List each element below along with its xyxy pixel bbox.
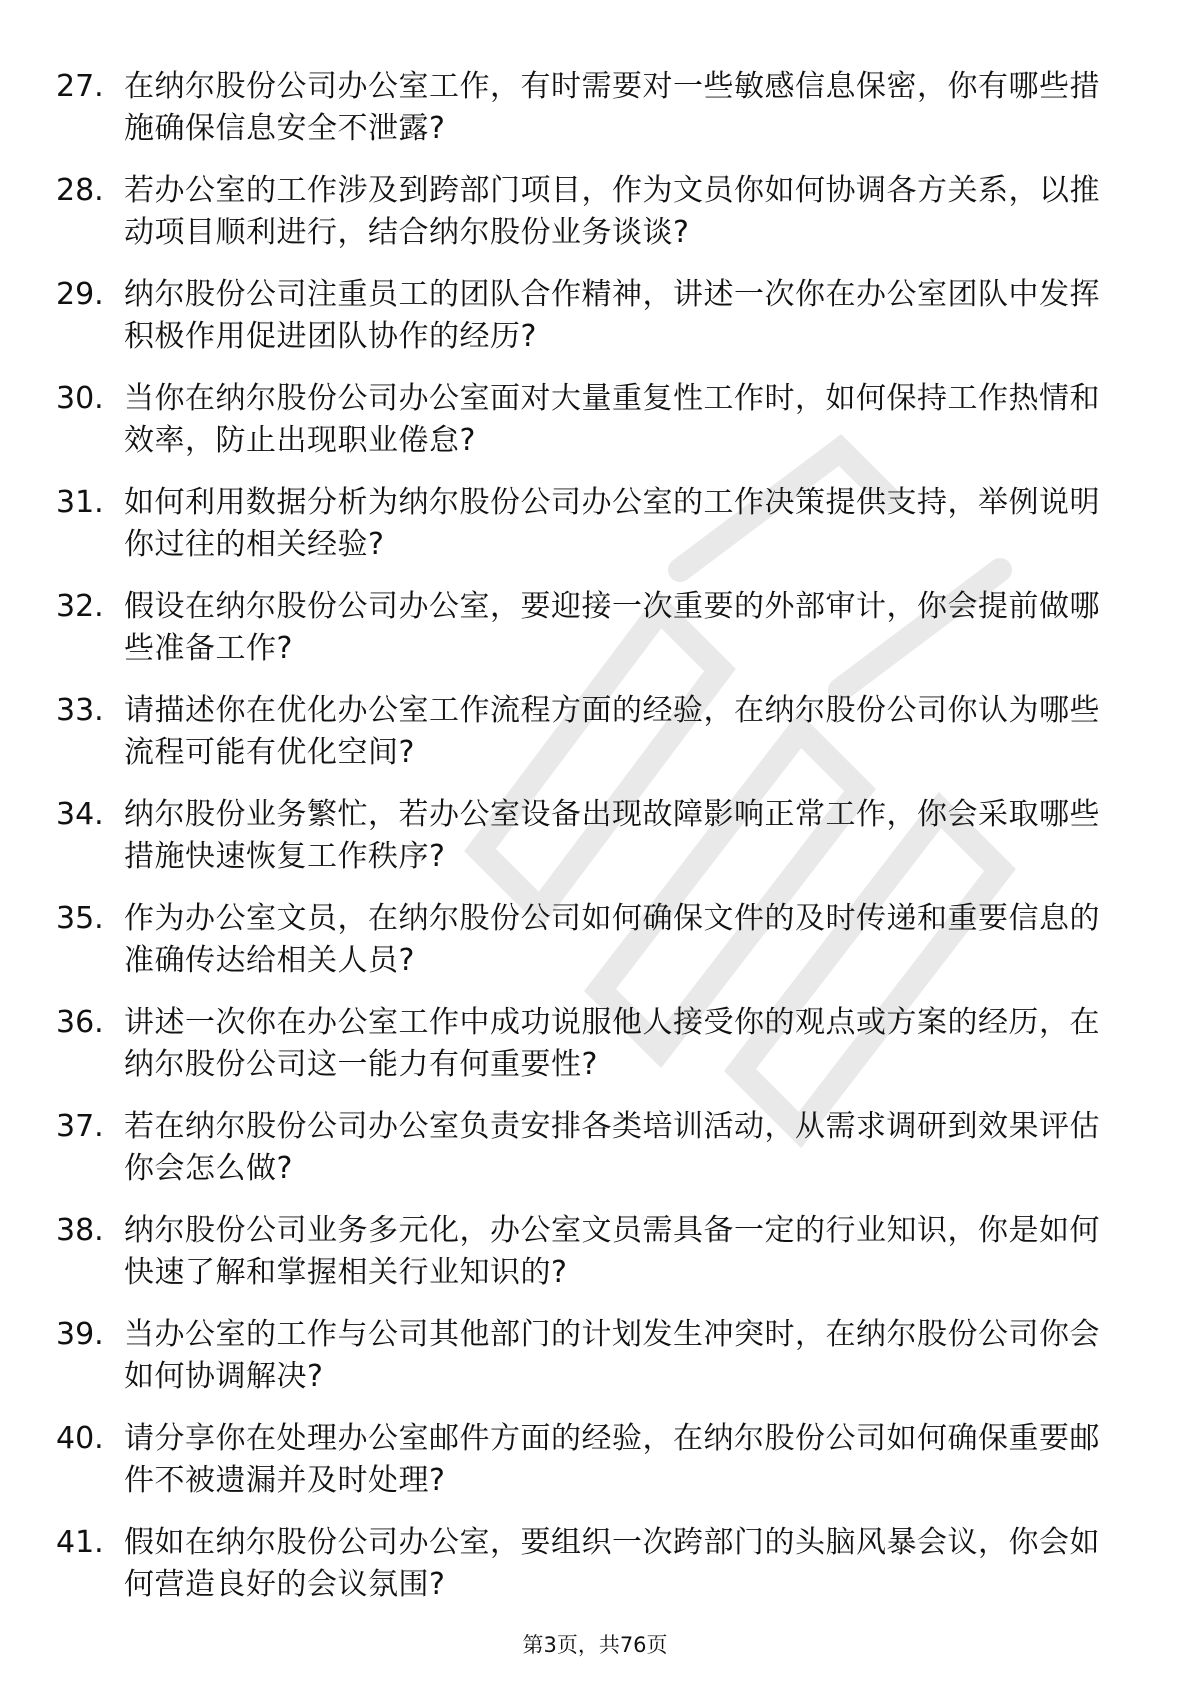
question-item: [56, 66, 1136, 170]
question-number: 32.: [56, 589, 104, 624]
question-item: [56, 1522, 1136, 1626]
question-number: 28.: [56, 173, 104, 208]
question-number: 41.: [56, 1525, 104, 1560]
page-number-text: 第3页，共76页: [522, 1633, 668, 1657]
question-item: [56, 794, 1136, 898]
question-number: 30.: [56, 381, 104, 416]
page-footer: [0, 1631, 1190, 1659]
question-number: 37.: [56, 1109, 104, 1144]
question-text: 在纳尔股份公司办公室工作，有时需要对一些敏感信息保密，你有哪些措施确保信息安全不泄露?: [124, 69, 1100, 146]
question-item: [56, 378, 1136, 482]
question-number: 27.: [56, 69, 104, 104]
question-item: [56, 1418, 1136, 1522]
question-text: 请分享你在处理办公室邮件方面的经验，在纳尔股份公司如何确保重要邮件不被遗漏并及时处理?: [124, 1421, 1100, 1498]
question-text: 如何利用数据分析为纳尔股份公司办公室的工作决策提供支持，举例说明你过往的相关经验?: [124, 485, 1100, 562]
question-number: 38.: [56, 1213, 104, 1248]
question-text: 作为办公室文员，在纳尔股份公司如何确保文件的及时传递和重要信息的准确传达给相关人员?: [124, 901, 1100, 978]
question-text: 若在纳尔股份公司办公室负责安排各类培训活动，从需求调研到效果评估你会怎么做?: [124, 1109, 1100, 1186]
question-text: 假设在纳尔股份公司办公室，要迎接一次重要的外部审计，你会提前做哪些准备工作?: [124, 589, 1100, 666]
question-number: 40.: [56, 1421, 104, 1456]
question-text: 假如在纳尔股份公司办公室，要组织一次跨部门的头脑风暴会议，你会如何营造良好的会议氛围?: [124, 1525, 1100, 1602]
question-item: [56, 1314, 1136, 1418]
question-number: 34.: [56, 797, 104, 832]
question-number: 31.: [56, 485, 104, 520]
question-text: 讲述一次你在办公室工作中成功说服他人接受你的观点或方案的经历，在纳尔股份公司这一能力有何重要性?: [124, 1005, 1100, 1082]
question-text: 纳尔股份公司业务多元化，办公室文员需具备一定的行业知识，你是如何快速了解和掌握相关行业知识的?: [124, 1213, 1100, 1290]
question-item: [56, 1106, 1136, 1210]
question-item: [56, 690, 1136, 794]
question-item: [56, 586, 1136, 690]
question-text: 当办公室的工作与公司其他部门的计划发生冲突时，在纳尔股份公司你会如何协调解决?: [124, 1317, 1100, 1394]
question-number: 33.: [56, 693, 104, 728]
question-text: 当你在纳尔股份公司办公室面对大量重复性工作时，如何保持工作热情和效率，防止出现职业倦怠?: [124, 381, 1100, 458]
question-item: [56, 482, 1136, 586]
question-number: 35.: [56, 901, 104, 936]
question-list: [56, 66, 1136, 1626]
question-text: 纳尔股份公司注重员工的团队合作精神，讲述一次你在办公室团队中发挥积极作用促进团队协作的经历?: [124, 277, 1100, 354]
question-number: 29.: [56, 277, 104, 312]
question-item: [56, 898, 1136, 1002]
question-number: 36.: [56, 1005, 104, 1040]
question-text: 纳尔股份业务繁忙，若办公室设备出现故障影响正常工作，你会采取哪些措施快速恢复工作秩序?: [124, 797, 1100, 874]
question-text: 若办公室的工作涉及到跨部门项目，作为文员你如何协调各方关系，以推动项目顺利进行，结合纳尔股份业务谈谈?: [124, 173, 1100, 250]
question-item: [56, 170, 1136, 274]
question-text: 请描述你在优化办公室工作流程方面的经验，在纳尔股份公司你认为哪些流程可能有优化空间?: [124, 693, 1100, 770]
question-item: [56, 1002, 1136, 1106]
question-item: [56, 274, 1136, 378]
question-item: [56, 1210, 1136, 1314]
question-number: 39.: [56, 1317, 104, 1352]
